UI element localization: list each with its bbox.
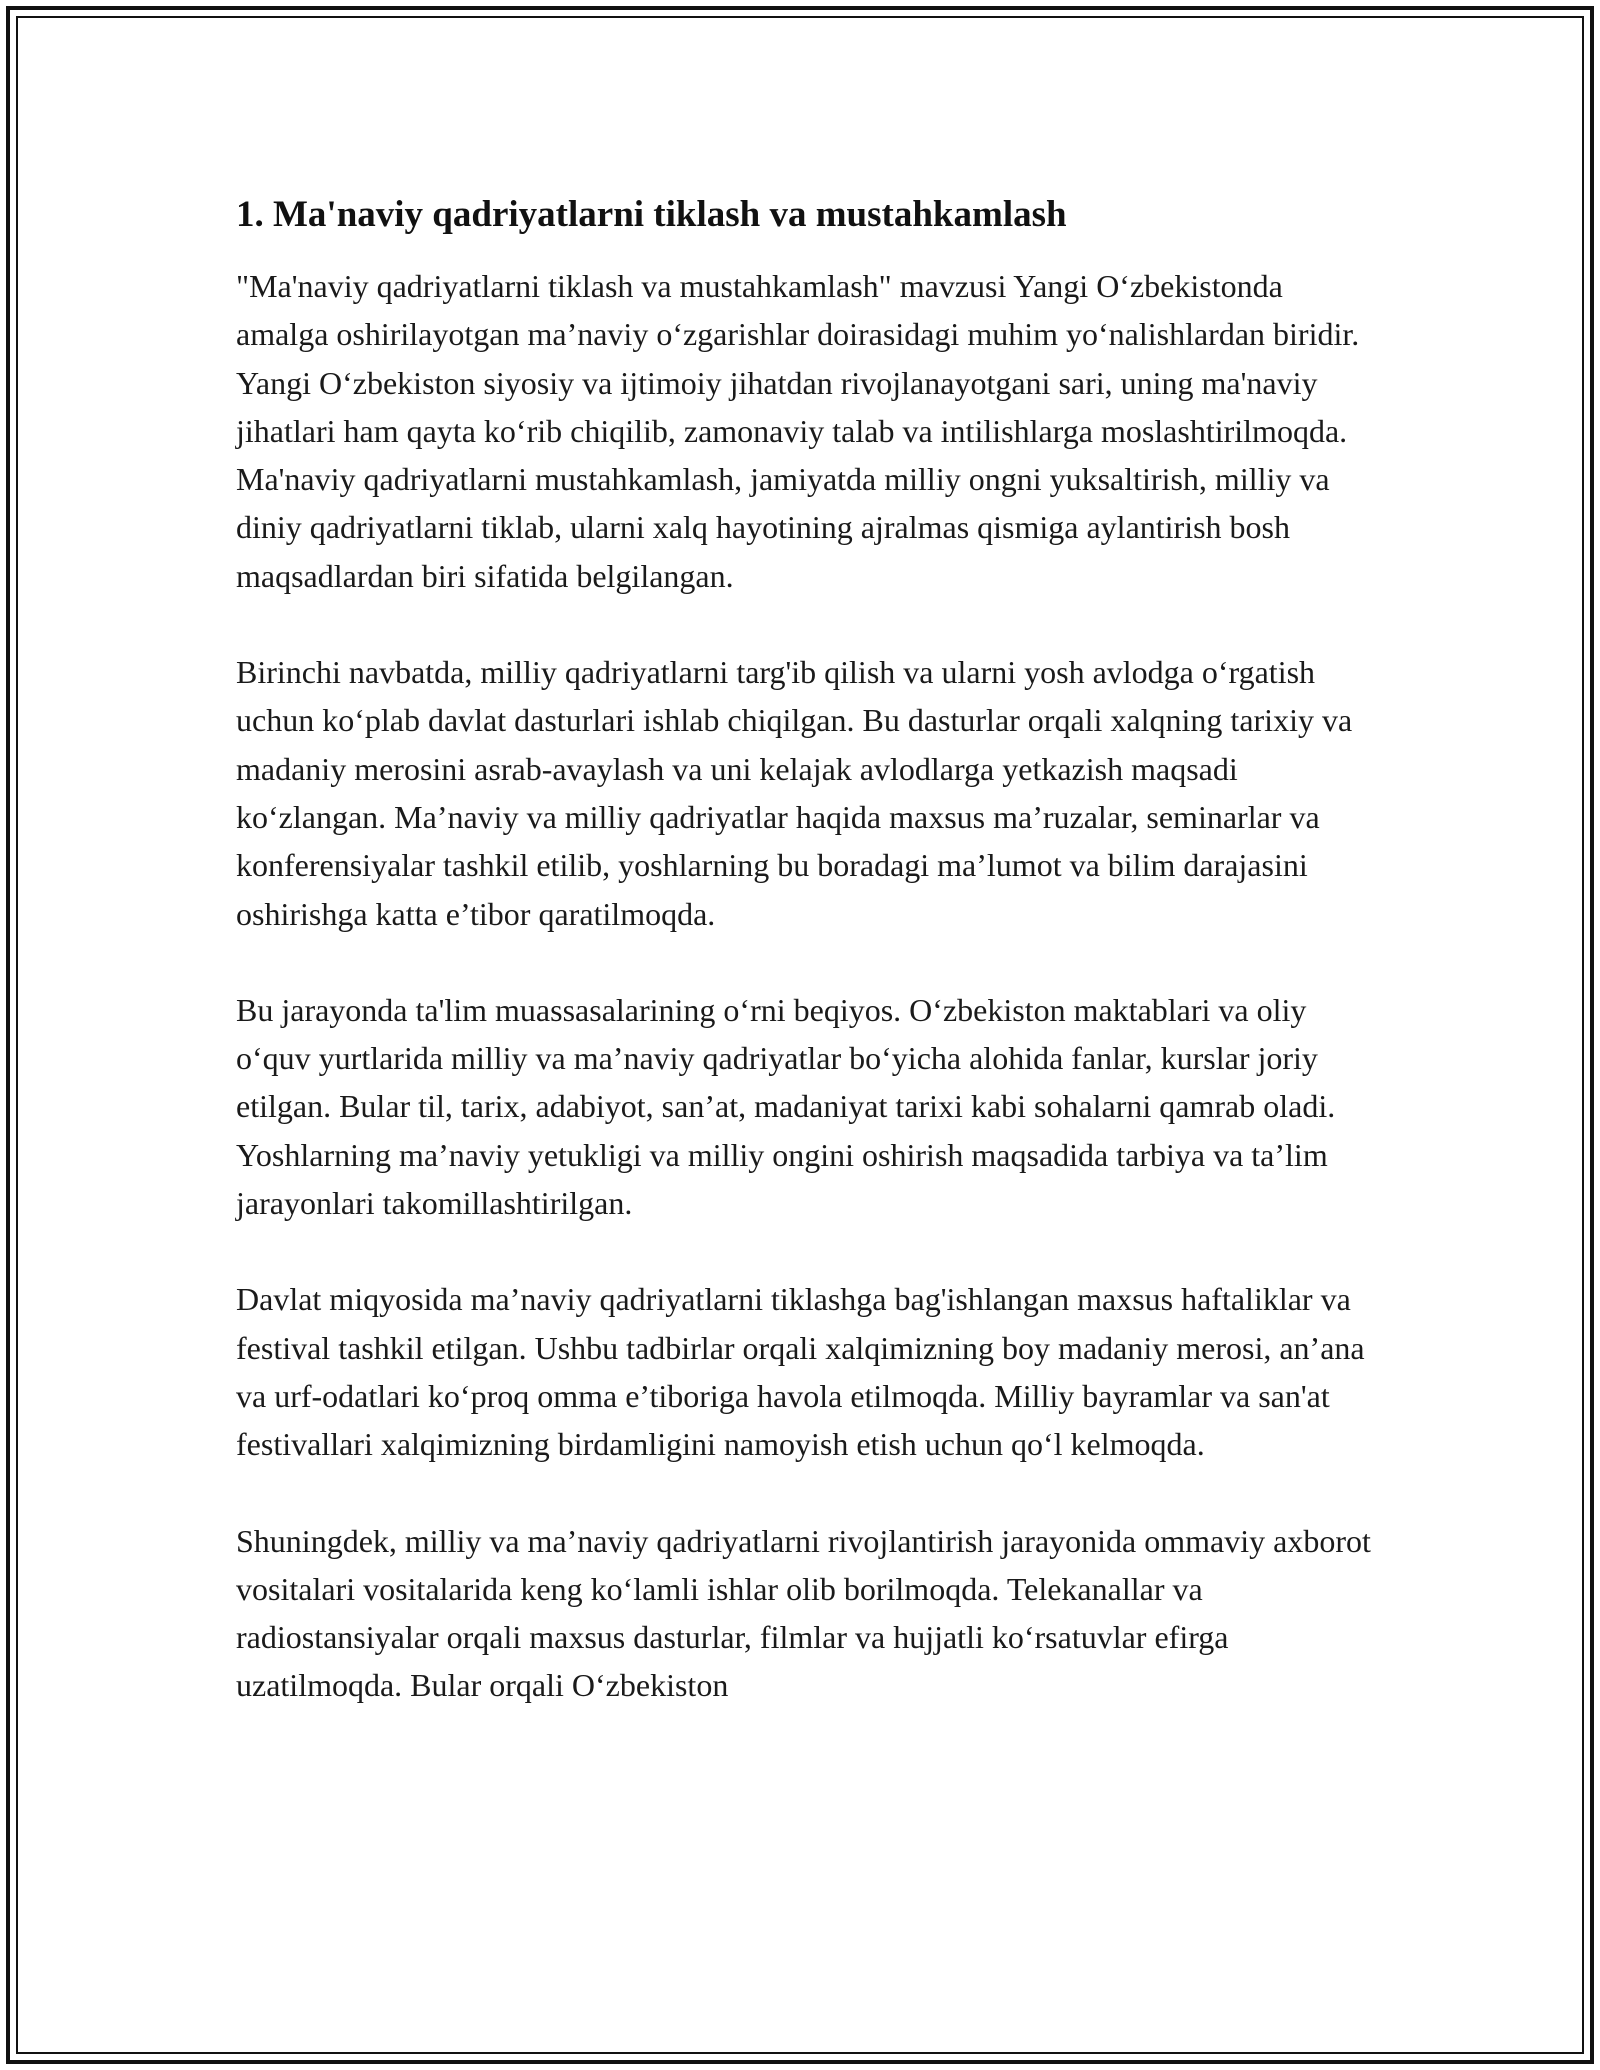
paragraph-mass-media: Shuningdek, milliy va ma’naviy qadriyatlarni rivojlantirish jarayonida ommaviy axborot vositalari vositalarida keng ko‘lamli ishlar olib borilmoqda. Telekanallar va radiostansiyalar orqali maxsus dasturlar, filmlar va hujjatli ko‘rsatuvlar efirga uzatilmoqda. Bular orqali O‘zbekiston: [236, 1522, 1371, 1704]
paragraph-education: Bu jarayonda ta'lim muassasalarining o‘rni beqiyos. O‘zbekiston maktablari va oliy o‘quv yurtlarida milliy va ma’naviy qadriyatlar bo‘yicha alohida fanlar, kurslar joriy etilgan. Bular til, tarix, adabiyot, san’at, madaniyat tarixi kabi sohalarni qamrab oladi. Yoshlarning ma’naviy yetukligi va milliy ongini oshirish maqsadida tarbiya va ta’lim jarayonlari takomillashtirilgan.: [236, 991, 1336, 1222]
paragraph-state-programs: Birinchi navbatda, milliy qadriyatlarni targ'ib qilish va ularni yosh avlodga o‘rgatish uchun ko‘plab davlat dasturlari ishlab chiqilgan. Bu dasturlar orqali xalqning tarixiy va madaniy merosini asrab-avaylash va uni kelajak avlodlarga yetkazish maqsadi ko‘zlangan. Ma’naviy va milliy qadriyatlar haqida maxsus ma’ruzalar, seminarlar va konferensiyalar tashkil etilib, yoshlarning bu boradagi ma’lumot va bilim darajasini oshirishga katta e’tibor qaratilmoqda.: [236, 654, 1353, 932]
paragraph-intro: "Ma'naviy qadriyatlarni tiklash va mustahkamlash" mavzusi Yangi O‘zbekistonda amalga oshirilayotgan ma’naviy o‘zgarishlar doirasidagi muhim yo‘nalishlardan biridir. Yangi O‘zbekiston siyosiy va ijtimoiy jihatdan rivojlanayotgani sari, uning ma'naviy jihatlari ham qayta ko‘rib chiqilib, zamonaviy talab va intilishlarga moslashtirilmoqda. Ma'naviy qadriyatlarni mustahkamlash, jamiyatda milliy ongni yuksaltirish, milliy va diniy qadriyatlarni tiklab, ularni xalq hayotining ajralmas qismiga aylantirish bosh maqsadlardan biri sifatida belgilangan.: [236, 268, 1360, 594]
section-heading: 1. Ma'naviy qadriyatlarni tiklash va mustahkamlash: [236, 194, 1067, 235]
document-body: [236, 188, 1376, 1710]
paragraph-festivals: Davlat miqyosida ma’naviy qadriyatlarni tiklashga bag'ishlangan maxsus haftaliklar va festival tashkil etilgan. Ushbu tadbirlar orqali xalqimizning boy madaniy merosi, an’ana va urf-odatlari ko‘proq omma e’tiboriga havola etilmoqda. Milliy bayramlar va san'at festivallari xalqimizning birdamligini namoyish etish uchun qo‘l kelmoqda.: [236, 1281, 1365, 1463]
